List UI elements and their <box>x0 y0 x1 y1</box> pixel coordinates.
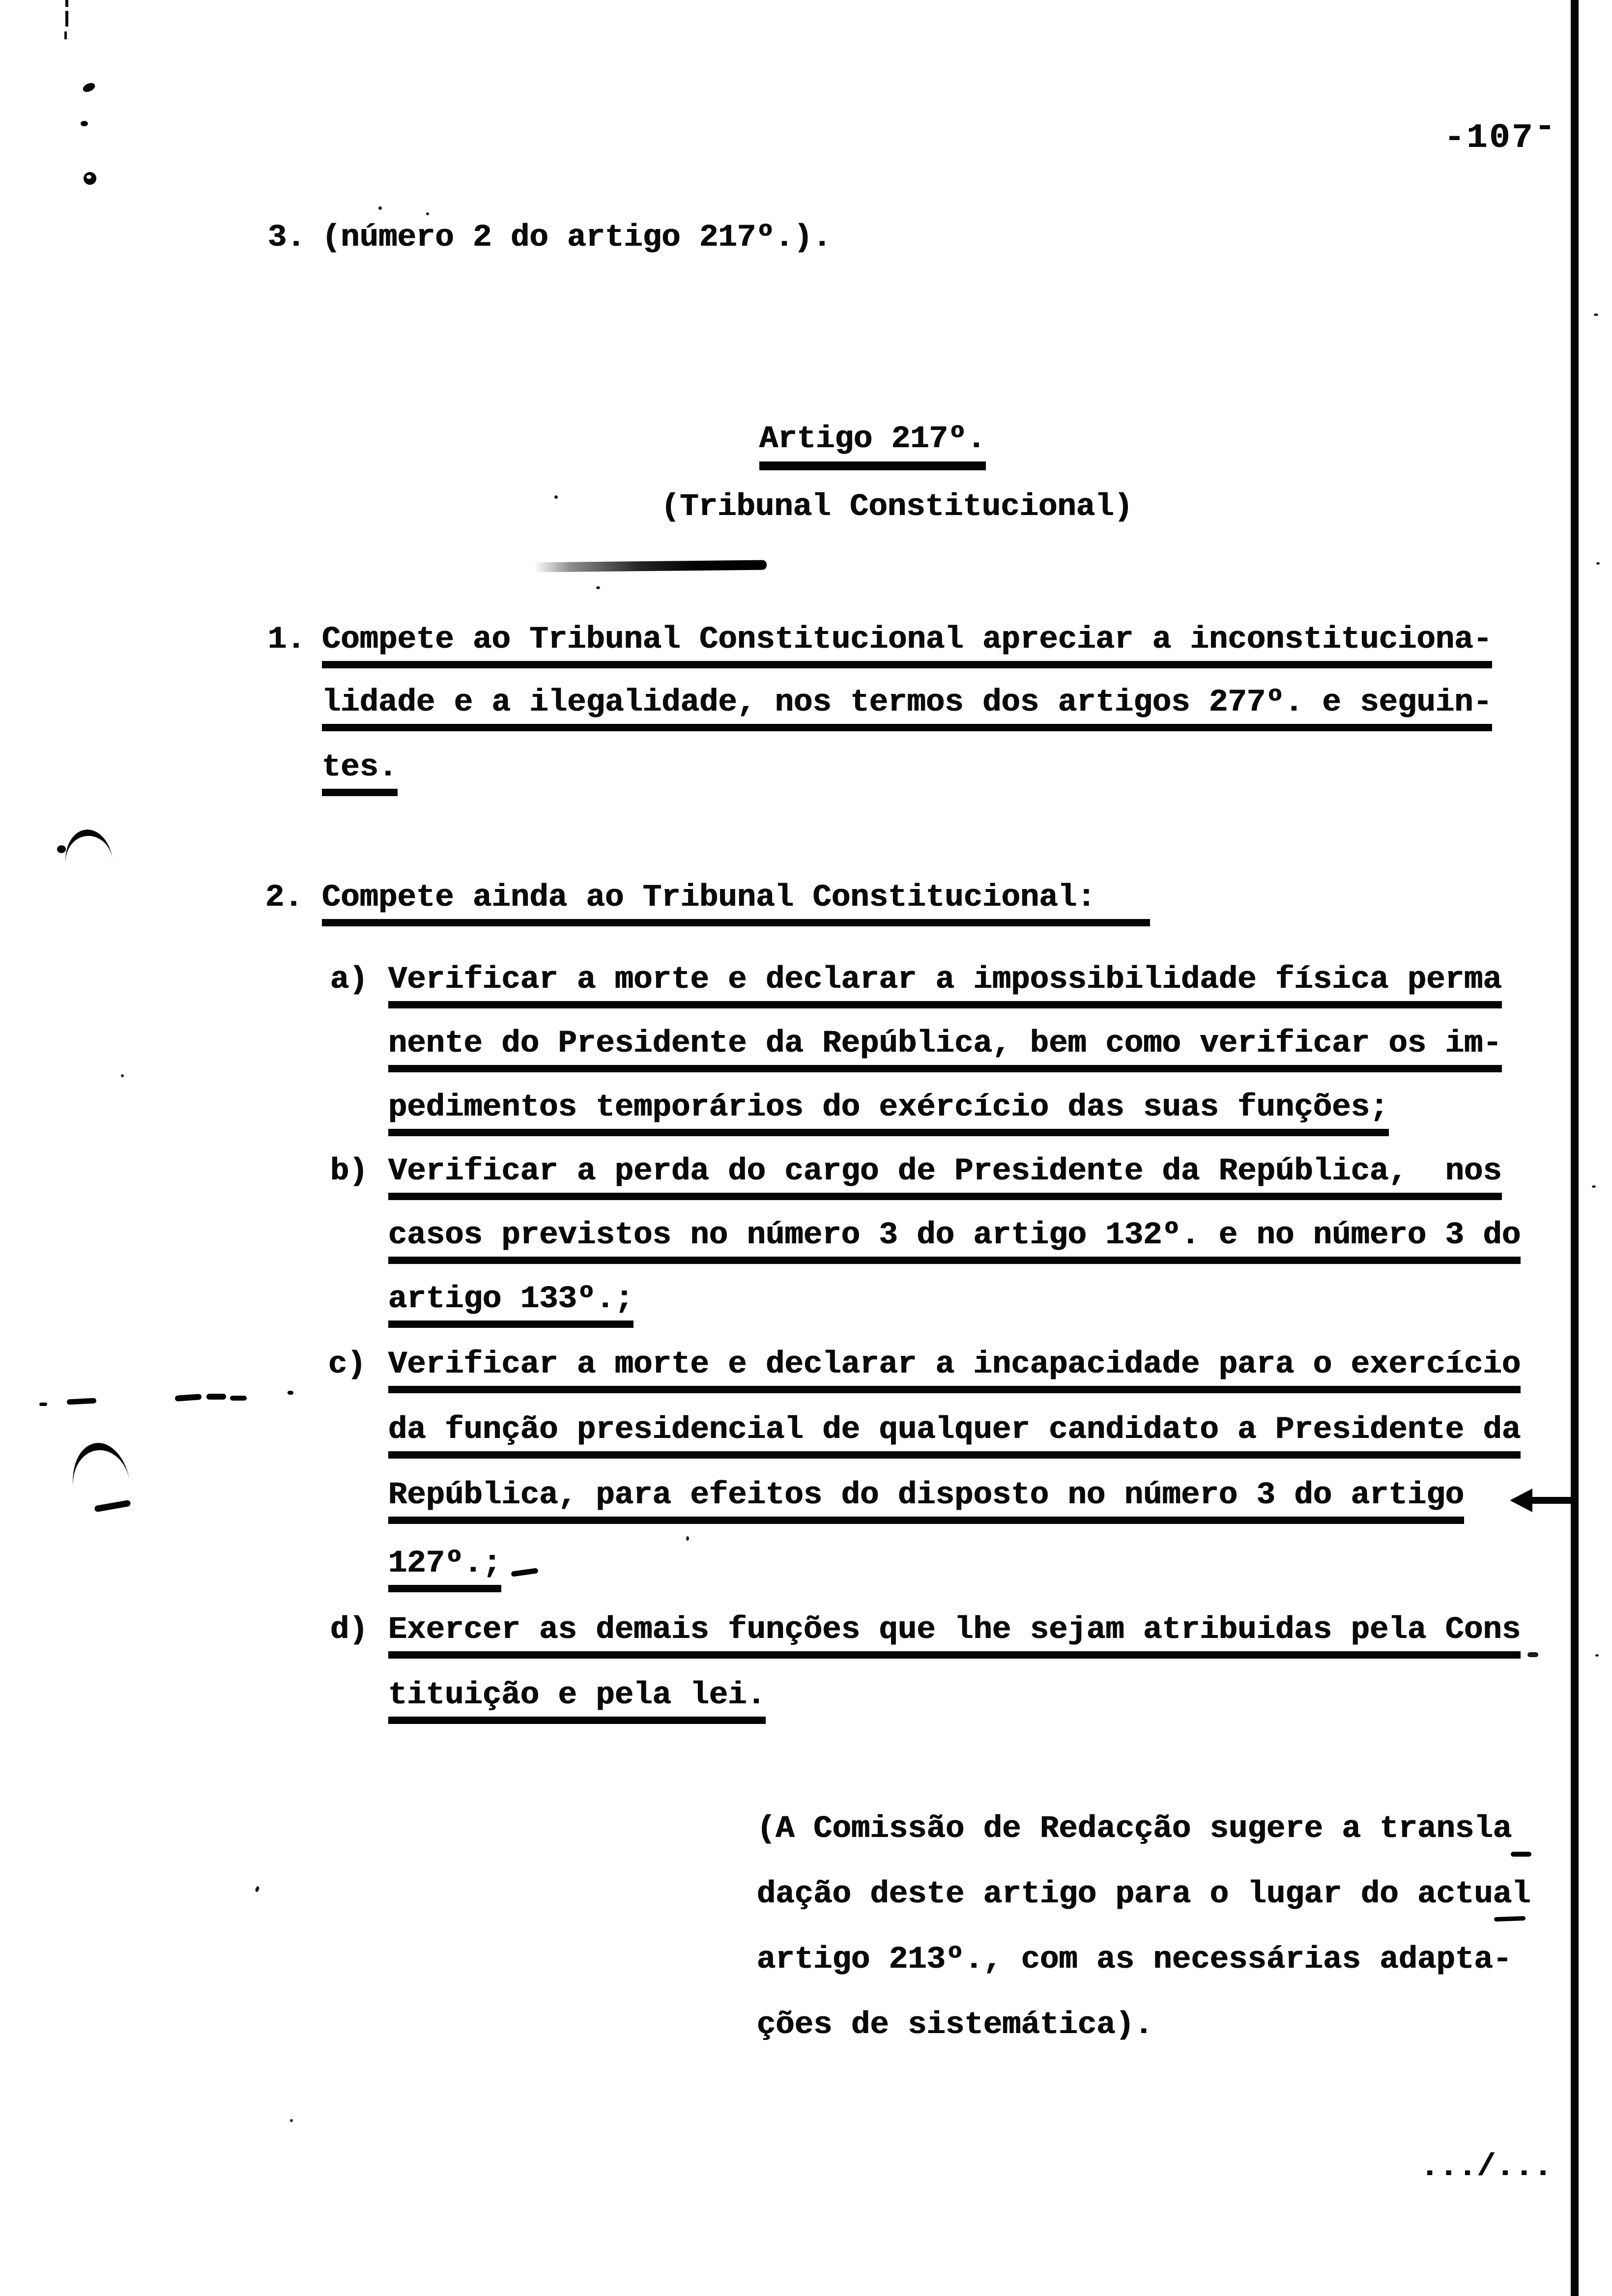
margin-arrow-icon <box>1526 1497 1575 1504</box>
ink-speck <box>1596 562 1600 565</box>
hyphenation-underline-mark <box>1511 1852 1531 1857</box>
item-1-line-2: lidade e a ilegalidade, nos termos dos artigos 277º. e seguin- <box>322 687 1492 731</box>
ink-mark <box>81 121 88 126</box>
margin-dash-mark <box>511 1568 539 1577</box>
ink-mark <box>175 1394 202 1402</box>
page-number-trailing-dash: - <box>1534 108 1557 147</box>
ink-mark <box>206 1394 226 1400</box>
item-1-line-1: Compete ao Tribunal Constitucional apreciar a inconstituciona- <box>322 624 1492 668</box>
subitem-a-line-2: nente do Presidente da República, bem como verificar os im- <box>388 1028 1502 1072</box>
ink-mark <box>230 1396 247 1401</box>
ink-speck <box>121 1074 124 1077</box>
subitem-a-line-3: pedimentos temporários do exércício das suas funções; <box>388 1092 1389 1136</box>
continuation-marker: .../... <box>1420 2150 1553 2185</box>
ink-speck <box>1527 1652 1538 1657</box>
note-line-3: artigo 213º., com as necessárias adapta- <box>757 1942 1512 1978</box>
page-number-value: -107 <box>1444 119 1535 158</box>
ink-speck <box>426 212 429 215</box>
subitem-b-letter: b) <box>330 1154 368 1189</box>
subitem-d-line-1: Exercer as demais funções que lhe sejam atribuidas pela Cons <box>388 1614 1521 1659</box>
subitem-d-letter: d) <box>330 1612 368 1648</box>
subitem-c-letter: c) <box>328 1347 366 1382</box>
item-2-number: 2. <box>265 880 303 916</box>
ink-speck <box>686 1536 689 1541</box>
article-heading-text: Artigo 217º. <box>759 424 986 470</box>
margin-arc-mark <box>62 827 113 867</box>
ink-speck <box>1595 1654 1599 1657</box>
intro-item-number: 3. <box>268 220 306 256</box>
ink-mark <box>86 175 91 179</box>
article-subtitle: (Tribunal Constitucional) <box>661 489 1133 525</box>
ink-speck <box>1592 1185 1596 1188</box>
subitem-b-line-1: Verificar a perda do cargo de Presidente da República, nos <box>388 1156 1502 1200</box>
ink-speck <box>596 586 600 589</box>
intro-line: (número 2 do artigo 217º.). <box>322 220 832 256</box>
subitem-c-line-2: da função presidencial de qualquer candidato a Presidente da <box>388 1414 1521 1459</box>
ink-mark <box>65 0 68 7</box>
ink-mark <box>39 1403 47 1406</box>
item-1-number: 1. <box>268 622 306 658</box>
ink-mark <box>57 845 66 853</box>
ink-mark <box>288 1391 293 1395</box>
margin-arrow-icon <box>1510 1489 1532 1512</box>
ink-mark <box>65 11 68 27</box>
ink-speck <box>554 495 558 499</box>
item-1-line-3: tes. <box>322 752 398 796</box>
ink-mark <box>82 81 96 93</box>
subitem-b-line-2: casos previstos no número 3 do artigo 132º. e no número 3 do <box>388 1220 1521 1264</box>
subitem-b-line-3: artigo 133º.; <box>388 1284 633 1328</box>
subitem-a-line-1: Verificar a morte e declarar a impossibilidade física perma <box>388 964 1502 1008</box>
note-line-1: (A Comissão de Redacção sugere a transla <box>757 1811 1512 1847</box>
item-2-line-1: Compete ainda ao Tribunal Constitucional: <box>322 882 1150 926</box>
subitem-c-line-1: Verificar a morte e declarar a incapacidade para o exercício <box>388 1349 1521 1393</box>
note-line-2: dação deste artigo para o lugar do actual <box>757 1877 1531 1912</box>
subitem-a-letter: a) <box>330 962 368 998</box>
hyphenation-underline-mark <box>1494 1916 1526 1922</box>
subitem-c-line-3: República, para efeitos do disposto no número 3 do artigo <box>388 1480 1464 1524</box>
page-edge-line <box>1571 0 1579 2296</box>
note-line-4: ções de sistemática). <box>757 2008 1153 2043</box>
page-number <box>1444 108 1557 158</box>
ink-mark <box>94 1500 131 1513</box>
subitem-c-line-4: 127º.; <box>388 1548 501 1592</box>
ink-speck <box>378 206 382 210</box>
ink-speck <box>255 1886 260 1893</box>
ink-smear <box>534 560 767 573</box>
ink-mark <box>67 1398 96 1405</box>
ink-speck <box>1594 314 1598 316</box>
margin-arc-mark <box>67 1439 130 1492</box>
article-heading <box>759 424 986 470</box>
ink-mark <box>64 31 67 39</box>
subitem-d-line-2: tituição e pela lei. <box>388 1680 766 1724</box>
ink-speck <box>290 2119 293 2122</box>
